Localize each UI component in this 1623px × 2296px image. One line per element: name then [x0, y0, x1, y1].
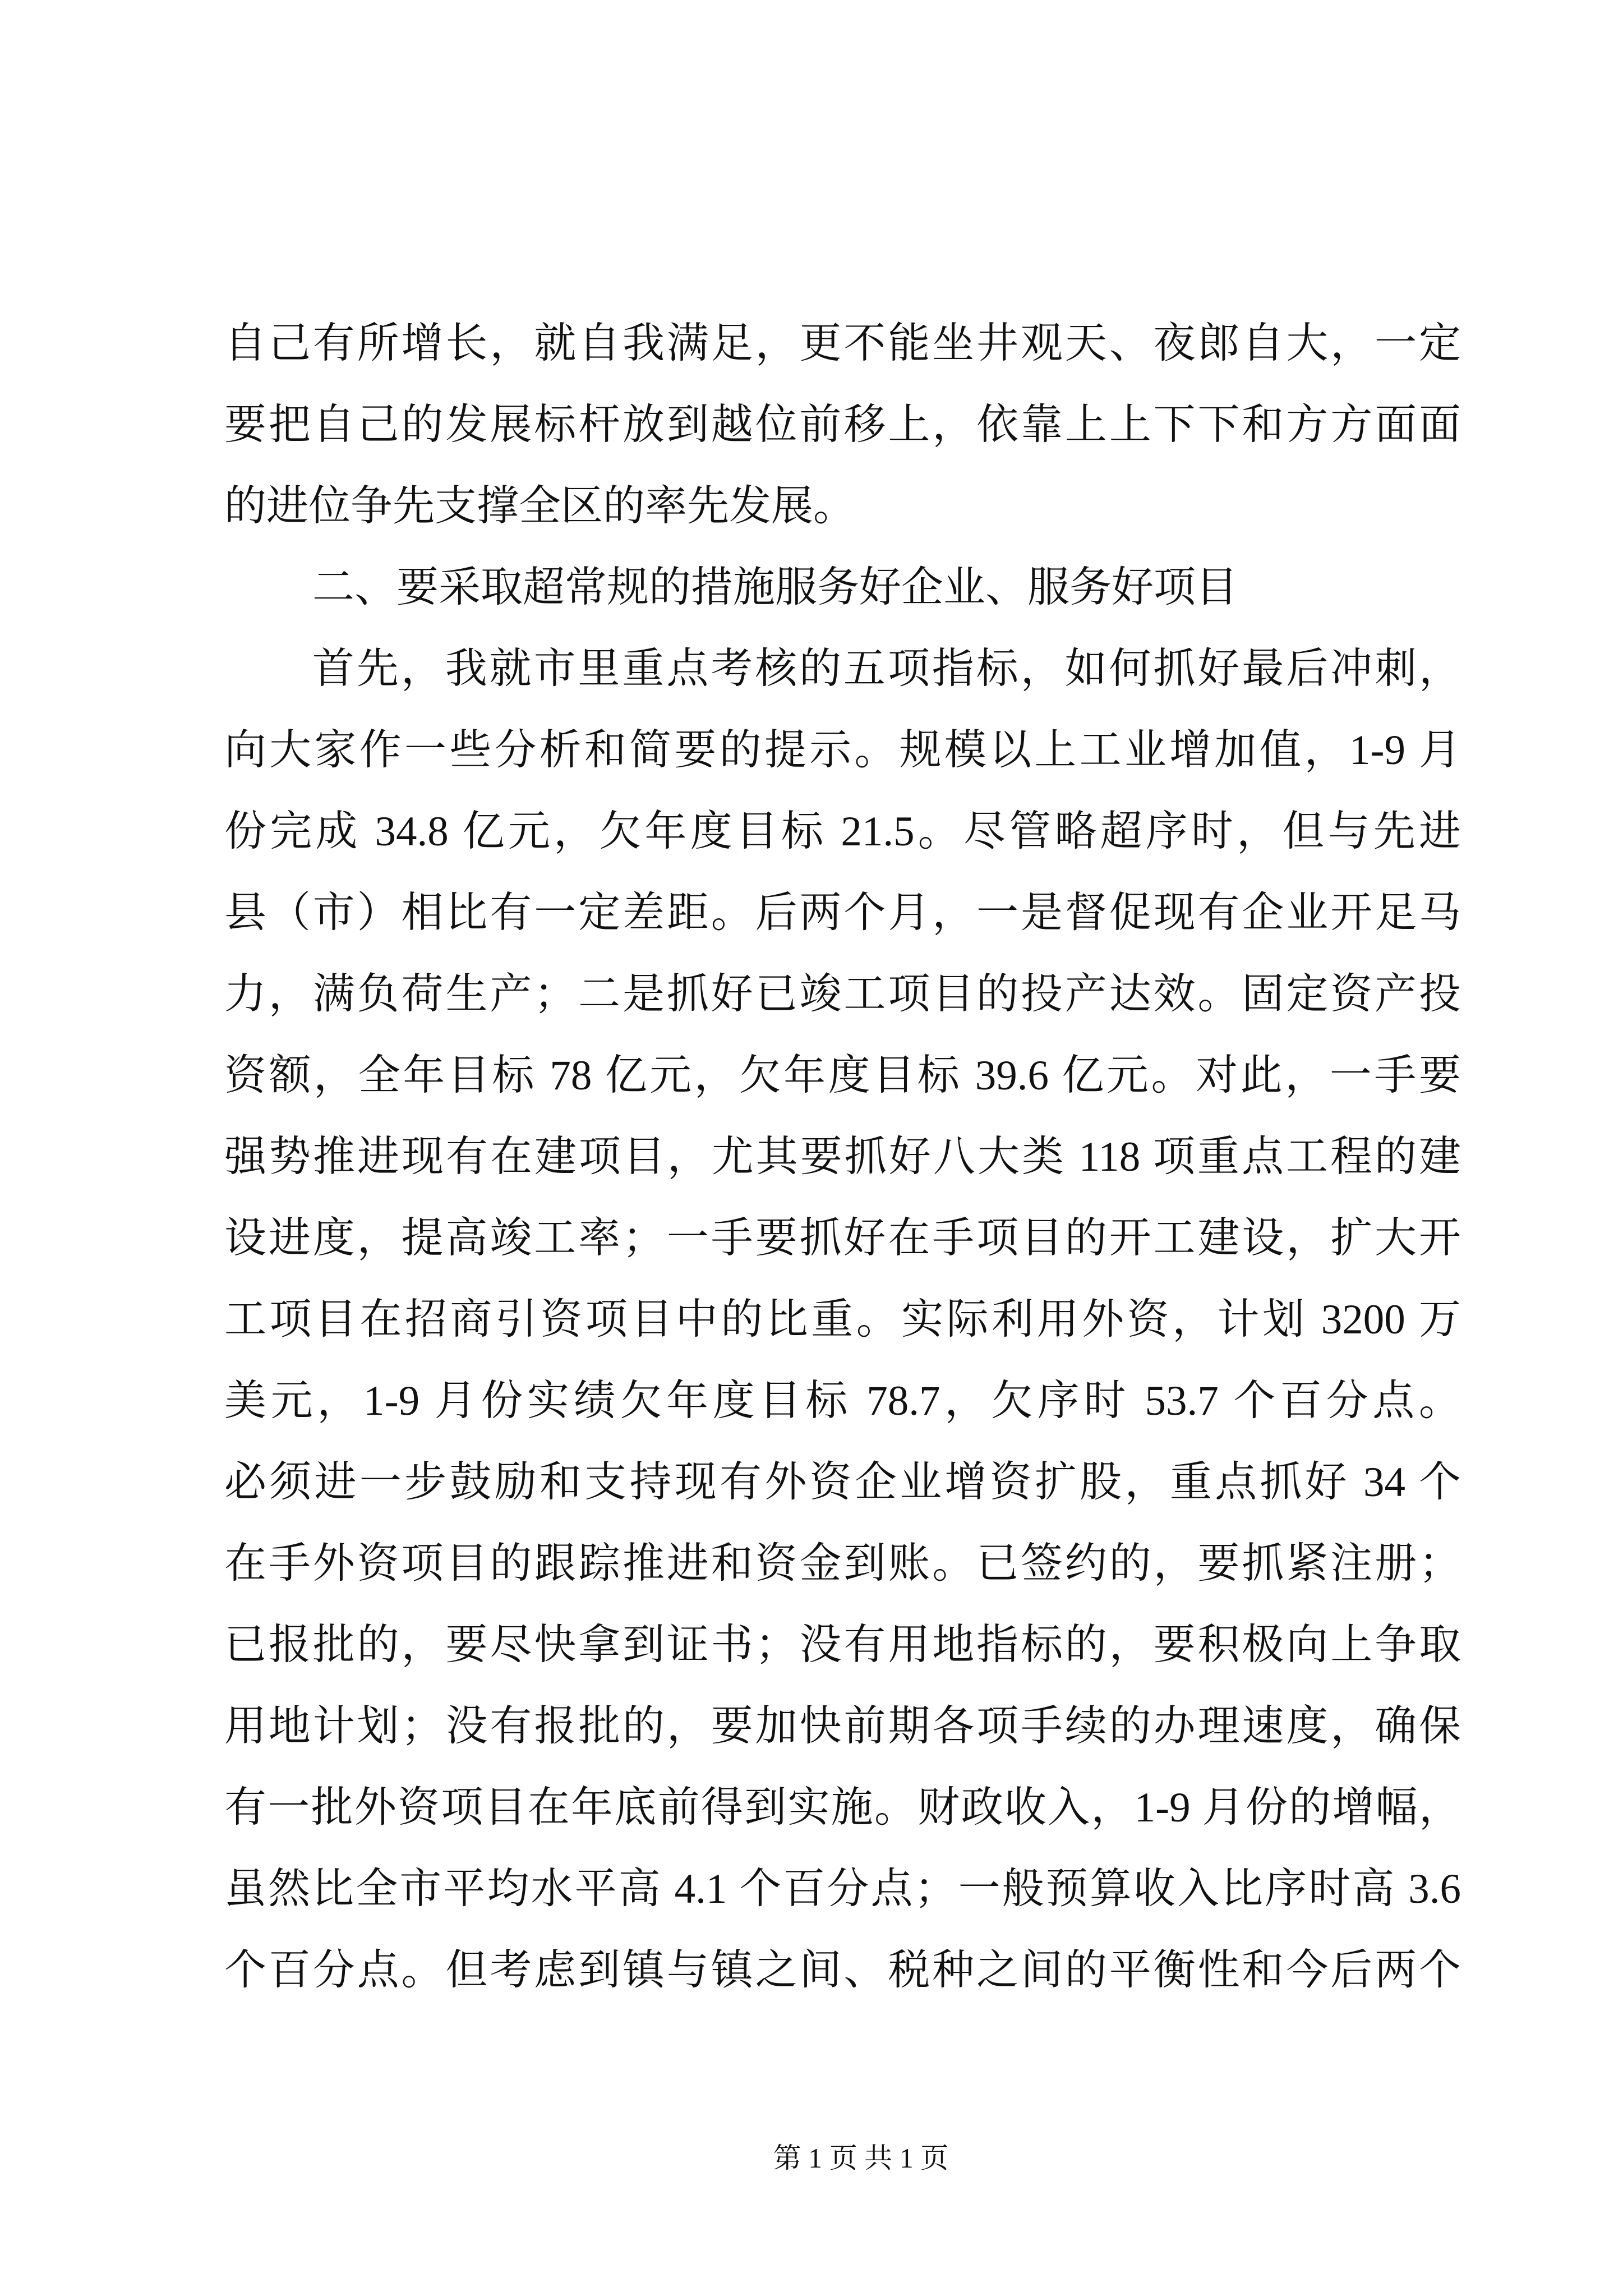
text-line: 份完成 34.8 亿元，欠年度目标 21.5。尽管略超序时，但与先进 — [224, 808, 1461, 855]
text-line: 必须进一步鼓励和支持现有外资企业增资扩股，重点抓好 34 个 — [224, 1459, 1461, 1506]
paragraph — [224, 628, 1461, 2011]
text-line: 有一批外资项目在年底前得到实施。财政收入，1-9 月份的增幅， — [224, 1784, 1461, 1831]
text-line: 县（市）相比有一定差距。后两个月，一是督促现有企业开足马 — [224, 890, 1461, 936]
text-line: 要把自己的发展标杆放到越位前移上，依靠上上下下和方方面面 — [224, 402, 1461, 448]
text-line: 用地计划；没有报批的，要加快前期各项手续的办理速度，确保 — [224, 1703, 1461, 1750]
text-line: 美元，1-9 月份实绩欠年度目标 78.7，欠序时 53.7 个百分点。 — [224, 1378, 1461, 1424]
document-body — [224, 303, 1461, 2011]
text-line: 强势推进现有在建项目，尤其要抓好八大类 118 项重点工程的建 — [224, 1134, 1461, 1180]
text-line: 虽然比全市平均水平高 4.1 个百分点；一般预算收入比序时高 3.6 — [224, 1866, 1461, 1912]
text-line: 个百分点。但考虑到镇与镇之间、税种之间的平衡性和今后两个 — [224, 1947, 1461, 1994]
text-line: 资额，全年目标 78 亿元，欠年度目标 39.6 亿元。对此，一手要 — [224, 1052, 1461, 1099]
text-line: 自己有所增长，就自我满足，更不能坐井观天、夜郎自大，一定 — [224, 320, 1461, 367]
text-line: 设进度，提高竣工率；一手要抓好在手项目的开工建设，扩大开 — [224, 1215, 1461, 1262]
text-line: 在手外资项目的跟踪推进和资金到账。已签约的，要抓紧注册； — [224, 1540, 1461, 1587]
page-footer: 第 1 页 共 1 页 — [773, 2142, 949, 2174]
text-line: 首先，我就市里重点考核的五项指标，如何抓好最后冲刺， — [312, 646, 1461, 692]
section-heading: 二、要采取超常规的措施服务好企业、服务好项目 — [312, 564, 1238, 611]
text-line: 已报批的，要尽快拿到证书；没有用地指标的，要积极向上争取 — [224, 1622, 1461, 1668]
paragraph-continued — [224, 303, 1461, 547]
text-line: 力，满负荷生产；二是抓好已竣工项目的投产达效。固定资产投 — [224, 971, 1461, 1018]
text-line: 向大家作一些分析和简要的提示。规模以上工业增加值，1-9 月 — [224, 727, 1461, 774]
text-line: 工项目在招商引资项目中的比重。实际利用外资，计划 3200 万 — [224, 1296, 1461, 1343]
text-line: 的进位争先支撑全区的率先发展。 — [224, 483, 856, 530]
